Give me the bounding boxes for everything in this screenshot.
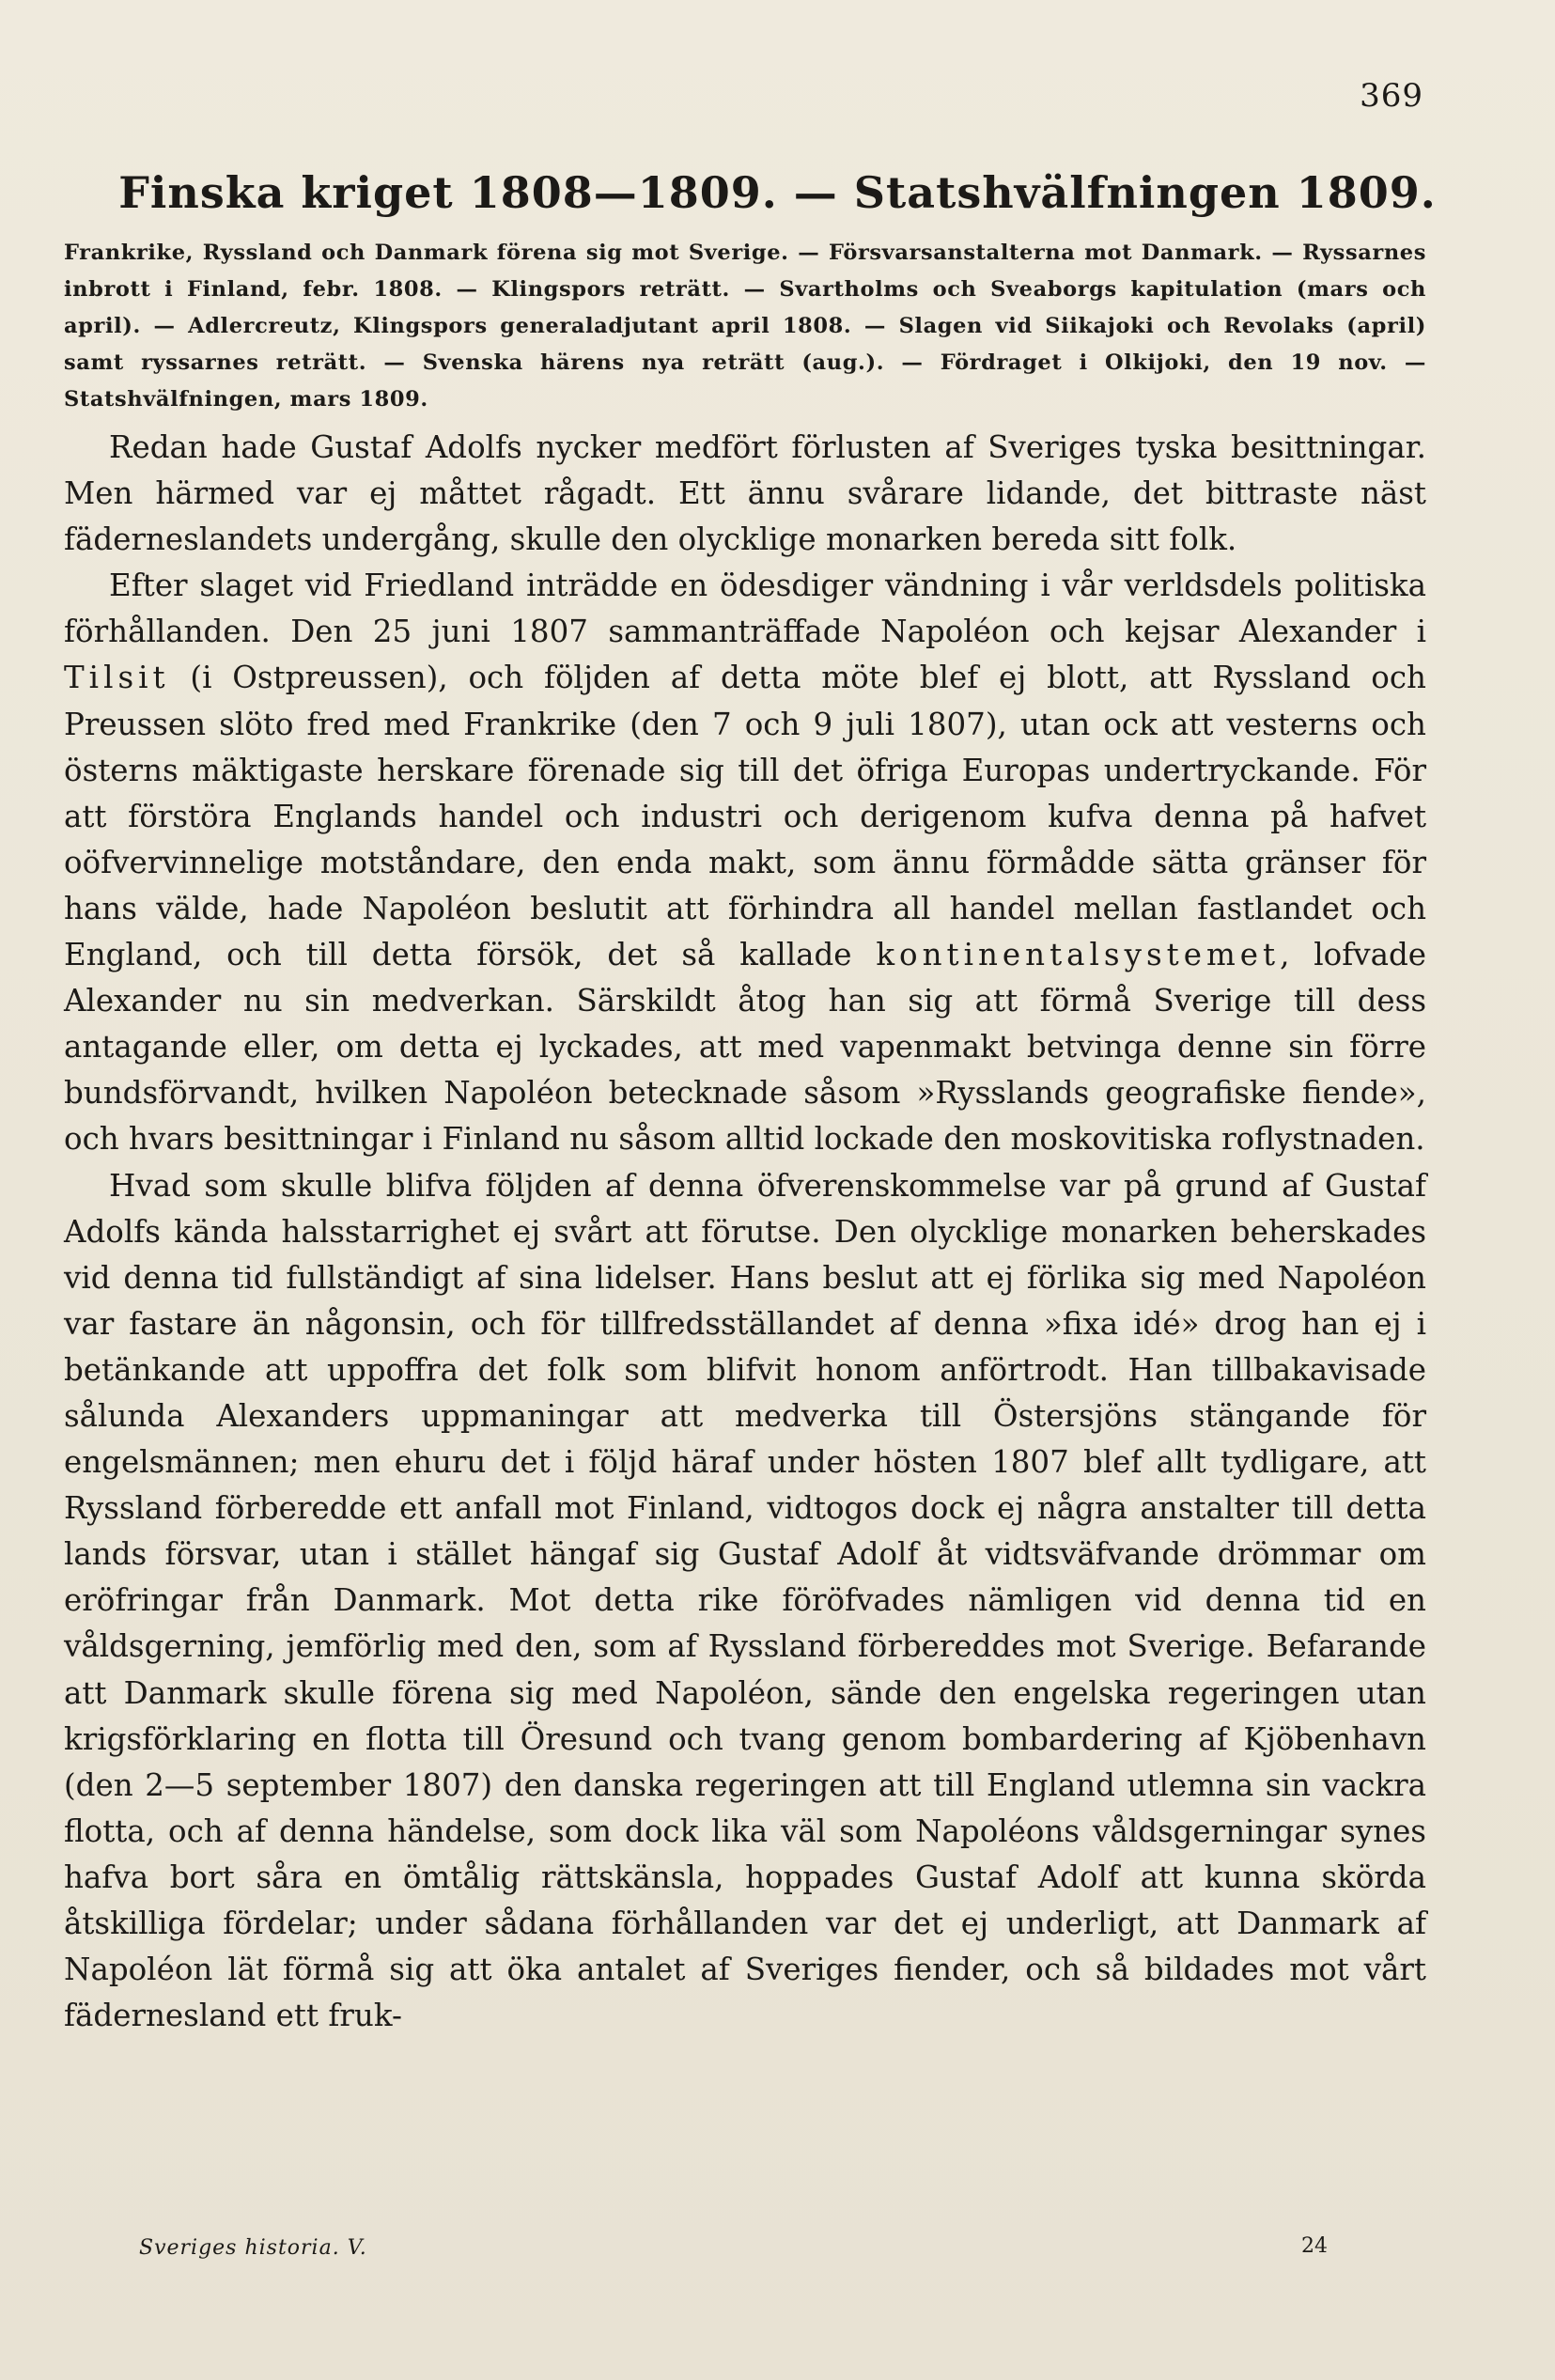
paragraph-2-part-1: Efter slaget vid Friedland inträdde en ödesdiger vändning i vår verldsdels politiska förhållanden. Den 25 juni 1807 sammanträffade Napoléon och kejsar Alexander i	[64, 568, 1426, 650]
body-text	[64, 425, 1426, 2039]
paragraph-2-part-3: , lofvade Alexander nu sin medverkan. Särskildt åtog han sig att förmå Sverige till dess antagande eller, om detta ej lyckades, att med vapenmakt betvinga denne sin förre bundsförvandt, hvilken Napoléon betecknade såsom »Rysslands geografiske fiende», och hvars besittningar i Finland nu såsom alltid lockade den moskovitiska roflystnaden.	[64, 937, 1427, 1158]
spaced-term-tilsit: Tilsit	[64, 660, 170, 696]
chapter-title: Finska kriget 1808—1809. — Statshvälfningen 1809.	[118, 167, 1437, 218]
chapter-summary: Frankrike, Ryssland och Danmark förena sig mot Sverige. — Försvarsanstalterna mot Danmark. — Ryssarnes inbrott i Finland, febr. 1808. — Klingspors reträtt. — Svartholms och Sveaborgs kapitulation (mars och april). — Adlercreutz, Klingspors generaladjutant april 1808. — Slagen vid Siikajoki och Revolaks (april) samt ryssarnes reträtt. — Svenska härens nya reträtt (aug.). — Fördraget i Olkijoki, den 19 nov. — Statshvälfningen, mars 1809.	[64, 241, 1426, 412]
paragraph-2-part-2: (i Ostpreussen), och följden af detta möte blef ej blott, att Ryssland och Preussen slöto fred med Frankrike (den 7 och 9 juli 1807), utan ock att vesterns och österns mäktigaste herskare förenade sig till det öfriga Europas undertryckande. För att förstöra Englands handel och industri och derigenom kufva denna på hafvet oöfvervinnelige motståndare, den enda makt, som ännu förmådde sätta gränser för hans välde, hade Napoléon beslutit att förhindra all handel mellan fastlandet och England, och till detta försök, det så kallade	[64, 660, 1426, 973]
spaced-term-kontinentalsystemet: kontinentalsystemet	[876, 937, 1281, 973]
paragraph-2	[64, 563, 1426, 1162]
page-number: 369	[1360, 77, 1423, 115]
footer-signature: Sveriges historia. V.	[139, 2236, 367, 2260]
paragraph-3: Hvad som skulle blifva följden af denna öfverenskommelse var på grund af Gustaf Adolfs kända halsstarrighet ej svårt att förutse. Den olycklige monarken beherskades vid denna tid fullständigt af sina lidelser. Hans beslut att ej förlika sig med Napoléon var fastare än någonsin, och för tillfredsställandet af denna »fixa idé» drog han ej i betänkande att uppoffra det folk som blifvit honom anförtrodt. Han tillbakavisade sålunda Alexanders uppmaningar att medverka till Östersjöns stängande för engelsmännen; men ehuru det i följd häraf under hösten 1807 blef allt tydligare, att Ryssland förberedde ett anfall mot Finland, vidtogos dock ej några anstalter till detta lands försvar, utan i stället hängaf sig Gustaf Adolf åt vidtsväfvande drömmar om eröfringar från Danmark. Mot detta rike föröfvades nämligen vid denna tid en våldsgerning, jemförlig med den, som af Ryssland förbereddes mot Sverige. Befarande att Danmark skulle förena sig med Napoléon, sände den engelska regeringen utan krigsförklaring en flotta till Öresund och tvang genom bombardering af Kjöbenhavn (den 2—5 september 1807) den danska regeringen att till England utlemna sin vackra flotta, och af denna händelse, som dock lika väl som Napoléons våldsgerningar synes hafva bort såra en ömtålig rättskänsla, hoppades Gustaf Adolf att kunna skörda åtskilliga fördelar; under sådana förhållanden var det ej underligt, att Danmark af Napoléon lät förmå sig att öka antalet af Sveriges fiender, och så bildades mot vårt fädernesland ett fruk-	[64, 1167, 1426, 2034]
footer-sheet-number: 24	[1301, 2234, 1328, 2258]
paragraph-1: Redan hade Gustaf Adolfs nycker medfört förlusten af Sveriges tyska besittningar. Men härmed var ej måttet rågadt. Ett ännu svårare lidande, det bittraste näst fäderneslandets undergång, skulle den olycklige monarken bereda sitt folk.	[64, 429, 1426, 558]
